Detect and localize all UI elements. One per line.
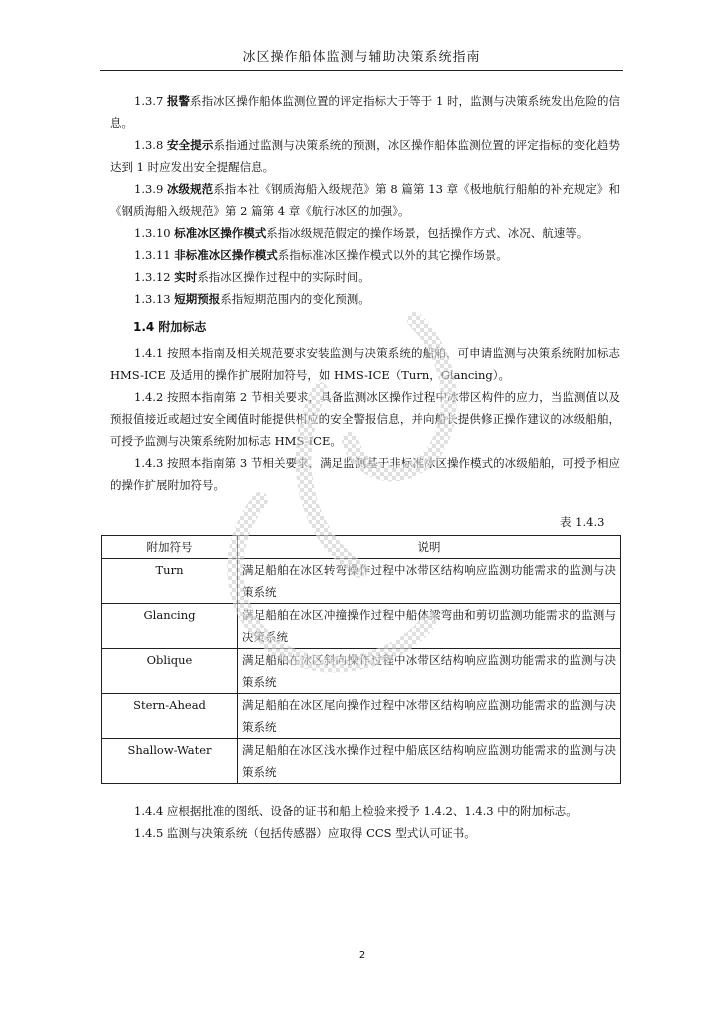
running-header: 冰区操作船体监测与辅助决策系统指南 [242, 50, 481, 65]
definition-term: 标准冰区操作模式 [174, 226, 267, 240]
definition-text: 系指标准冰区操作模式以外的其它操作场景。 [277, 248, 508, 262]
table-caption: 表 1.4.3 [560, 515, 605, 529]
definition-text: 系指冰区操作船体监测位置的评定指标大于等于 1 时，监测与决策系统发出危险的信息。 [110, 94, 621, 130]
table-cell-symbol: Oblique [102, 649, 238, 694]
column-header-description: 说明 [238, 536, 621, 559]
table-row [102, 739, 621, 784]
definition-number: 1.3.7 [134, 94, 164, 108]
definition-text: 系指短期范围内的变化预测。 [220, 292, 370, 306]
definition-number: 1.3.12 [134, 270, 171, 284]
definition-text: 系指冰级规范假定的操作场景，包括操作方式、冰况、航速等。 [266, 226, 589, 240]
table-cell-symbol: Stern-Ahead [102, 694, 238, 739]
table-cell-description: 满足船舶在冰区斜向操作过程中冰带区结构响应监测功能需求的监测与决策系统 [238, 649, 621, 694]
definition-number: 1.3.13 [134, 292, 171, 306]
table-cell-symbol: Shallow-Water [102, 739, 238, 784]
table-cell-symbol: Glancing [102, 604, 238, 649]
definition-text: 系指本社《钢质海船入级规范》第 8 篇第 13 章《极地航行船舶的补充规定》和《钢质海船入级规范》第 2 篇第 4 章《航行冰区的加强》。 [110, 182, 620, 218]
table-row [102, 694, 621, 739]
definition-1-3-11 [110, 244, 620, 266]
definition-term: 安全提示 [167, 138, 214, 152]
table-cell-symbol: Turn [102, 559, 238, 604]
table-cell-description: 满足船舶在冰区浅水操作过程中船底区结构响应监测功能需求的监测与决策系统 [238, 739, 621, 784]
table-cell-description: 满足船舶在冰区冲撞操作过程中船体梁弯曲和剪切监测功能需求的监测与决策系统 [238, 604, 621, 649]
paragraph-1-4-5: 1.4.5 监测与决策系统（包括传感器）应取得 CCS 型式认可证书。 [134, 826, 476, 840]
definition-1-3-9 [110, 178, 620, 222]
definition-1-3-8 [110, 134, 620, 178]
section-heading: 1.4 附加标志 [133, 320, 207, 334]
definition-term: 短期预报 [174, 292, 221, 306]
paragraph-1-4-1: 1.4.1 按照本指南及相关规范要求安装监测与决策系统的船舶，可申请监测与决策系统附加标志 HMS-ICE 及适用的操作扩展附加符号，如 HMS-ICE（Turn，Glancing）。 [110, 346, 620, 382]
definition-term: 报警 [166, 94, 191, 108]
table-header-row [102, 536, 621, 559]
definition-term: 冰级规范 [166, 182, 214, 196]
definition-text: 系指通过监测与决策系统的预测，冰区操作船体监测位置的评定指标的变化趋势达到 1 时应发出安全提醒信息。 [110, 138, 621, 174]
definition-term: 非标准冰区操作模式 [174, 248, 278, 262]
definition-number: 1.3.8 [134, 138, 164, 152]
column-header-symbol: 附加符号 [102, 536, 238, 559]
table-row [102, 649, 621, 694]
table-cell-description: 满足船舶在冰区尾向操作过程中冰带区结构响应监测功能需求的监测与决策系统 [238, 694, 621, 739]
definition-1-3-13 [110, 288, 620, 310]
paragraph-1-4-4: 1.4.4 应根据批准的图纸、设备的证书和船上检验来授予 1.4.2、1.4.3 中的附加标志。 [134, 804, 578, 818]
definition-1-3-10 [110, 222, 620, 244]
table-row [102, 604, 621, 649]
definition-number: 1.3.11 [134, 248, 171, 262]
table-row [102, 559, 621, 604]
symbols-table [101, 535, 621, 784]
page-number: 2 [358, 950, 366, 961]
paragraph-1-4-2: 1.4.2 按照本指南第 2 节相关要求，具备监测冰区操作过程中冰带区构件的应力，当监测值以及预报值接近或超过安全阈值时能提供相应的安全警报信息，并向船长提供修正操作建议的冰级船舶，可授予监测与决策系统附加标志 HMS-ICE。 [110, 390, 620, 448]
table-cell-description: 满足船舶在冰区转弯操作过程中冰带区结构响应监测功能需求的监测与决策系统 [238, 559, 621, 604]
definition-text: 系指冰区操作过程中的实际时间。 [197, 270, 370, 284]
definition-number: 1.3.9 [134, 182, 164, 196]
definition-term: 实时 [174, 270, 198, 284]
definition-1-3-7 [110, 90, 620, 134]
paragraph-1-4-3: 1.4.3 按照本指南第 3 节相关要求，满足监测基于非标准冰区操作模式的冰级船舶，可授予相应的操作扩展附加符号。 [110, 456, 620, 492]
definition-number: 1.3.10 [134, 226, 171, 240]
header-rule [100, 70, 623, 71]
definition-1-3-12 [110, 266, 620, 288]
